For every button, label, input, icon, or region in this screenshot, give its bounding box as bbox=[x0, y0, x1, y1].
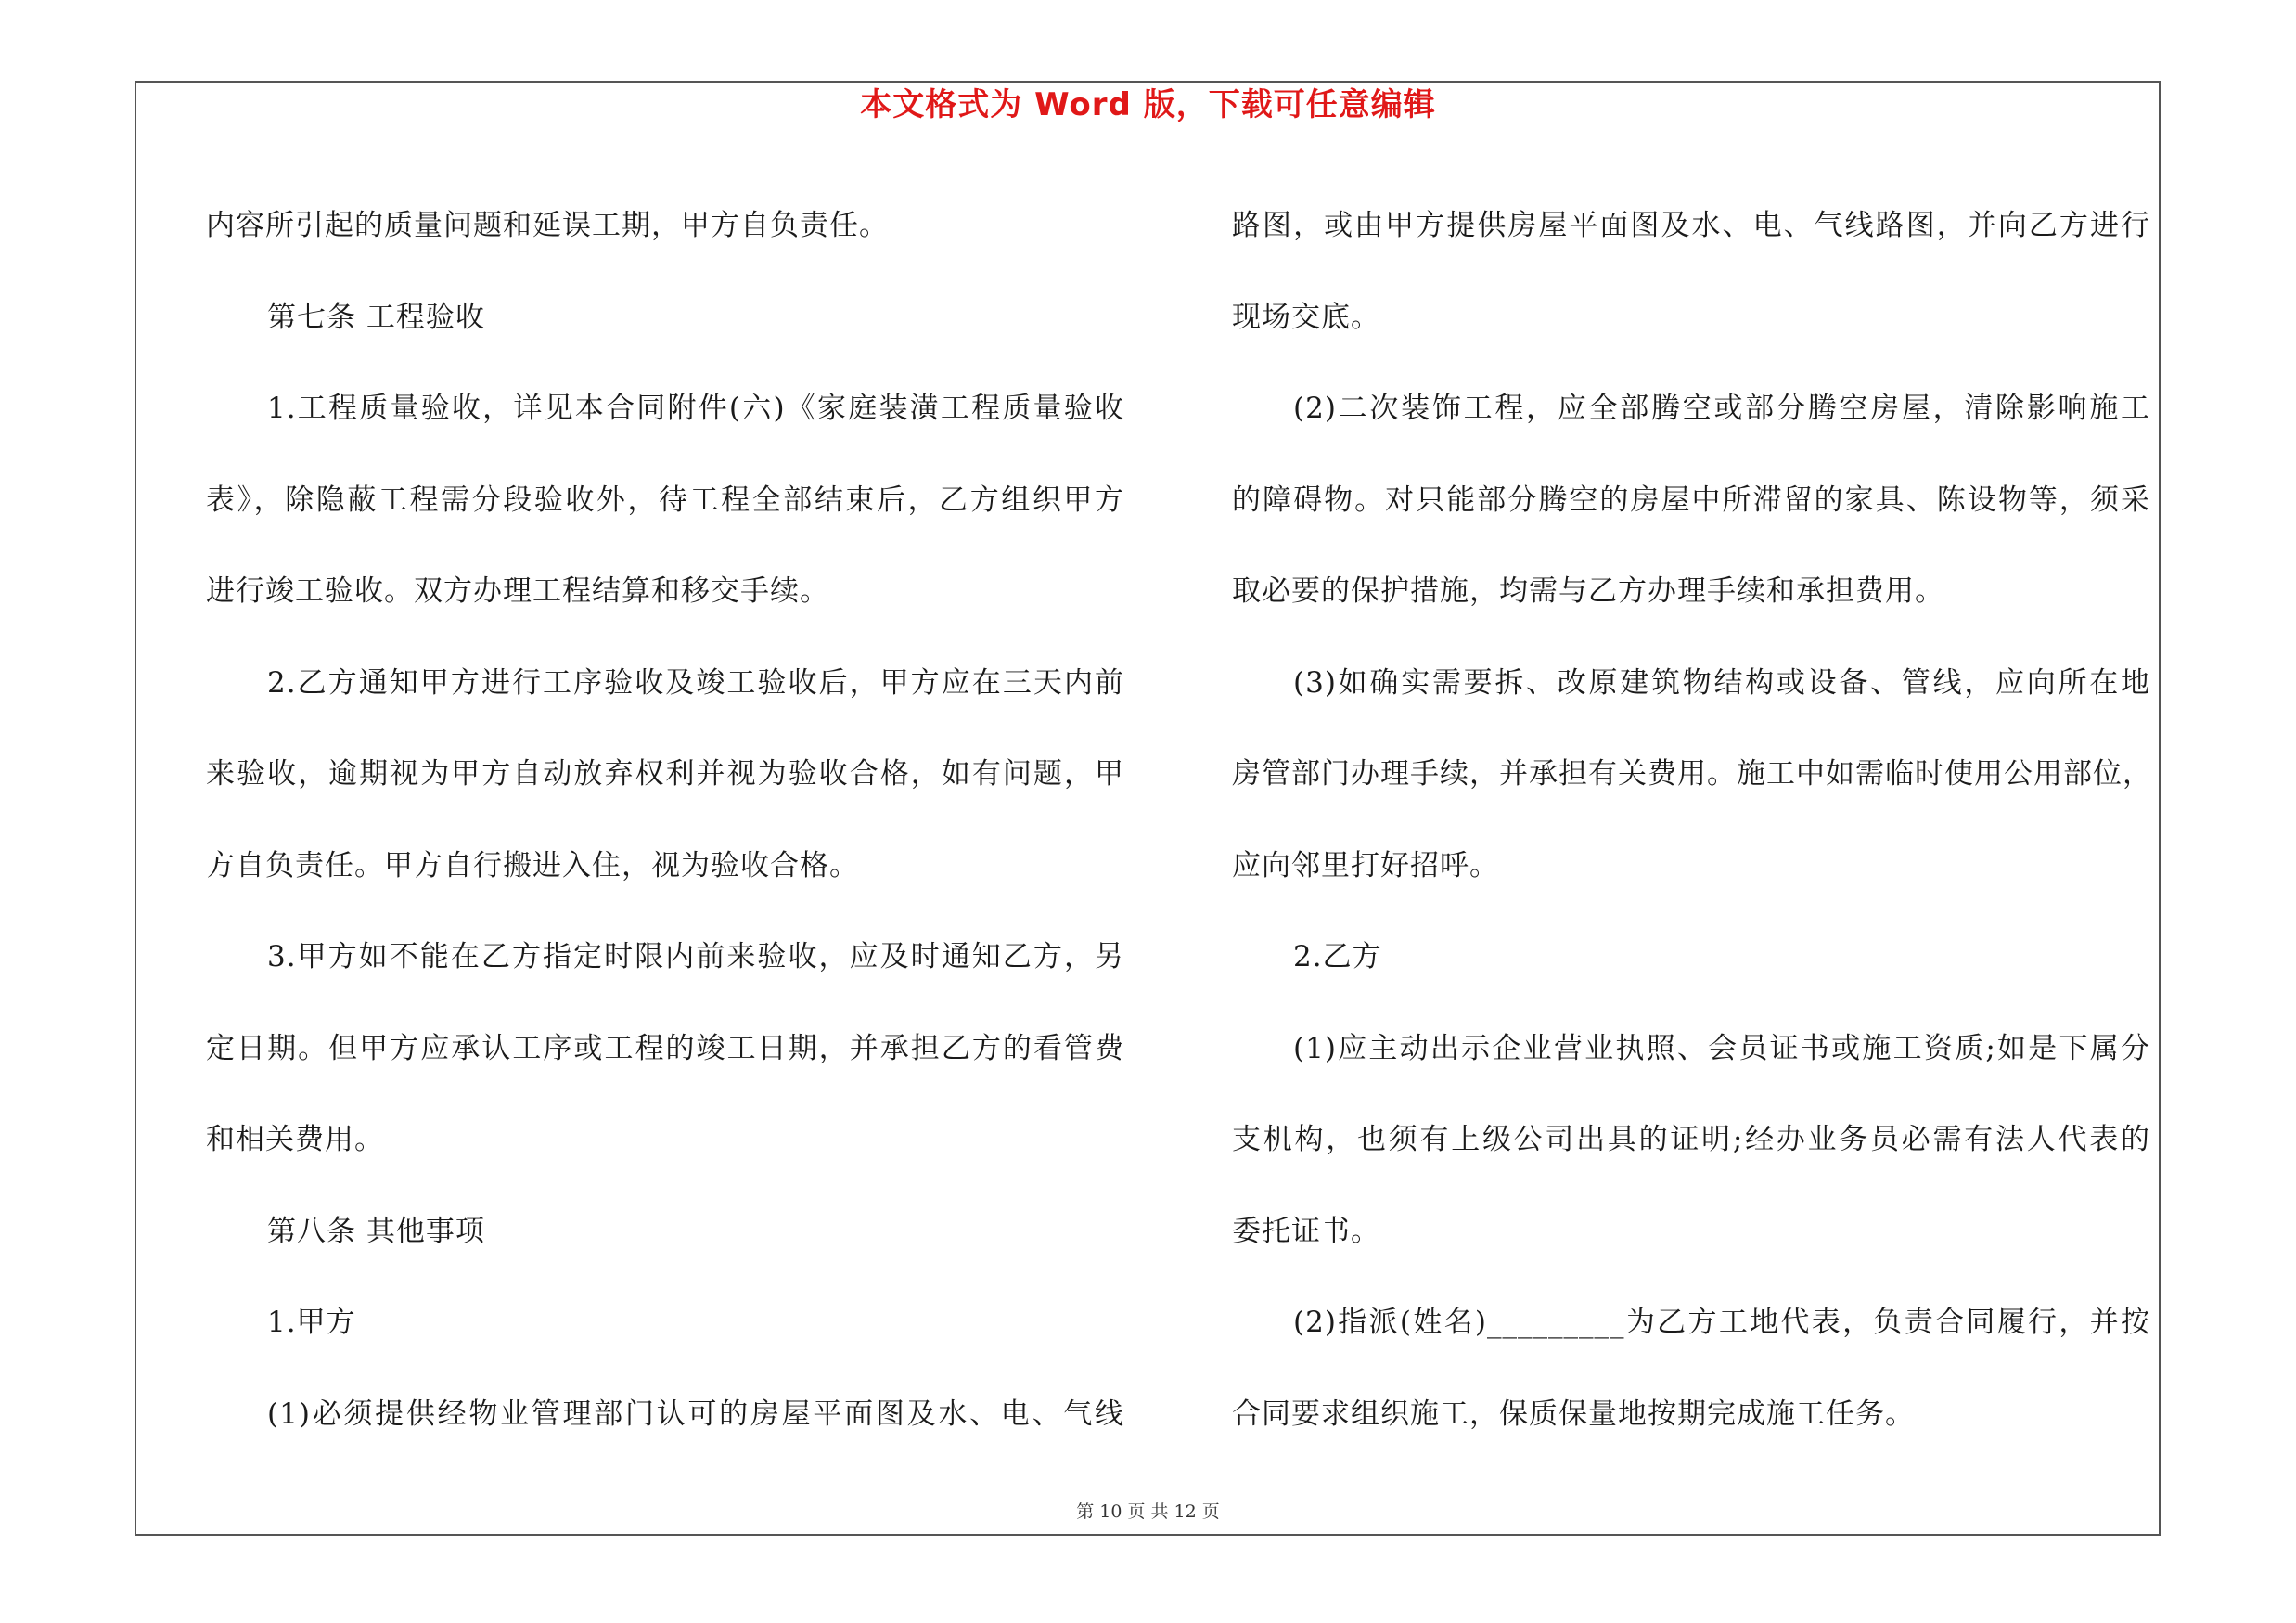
text-line: 1.工程质量验收，详见本合同附件(六)《家庭装潢工程质量验收 bbox=[267, 392, 1124, 425]
text-line: (2)指派(姓名)_________为乙方工地代表，负责合同履行，并按 bbox=[1293, 1306, 2150, 1339]
text-line: 的障碍物。对只能部分腾空的房屋中所滞留的家具、陈设物等，须采 bbox=[1232, 483, 2150, 517]
text-line: 第七条 工程验收 bbox=[267, 300, 485, 334]
text-line: 内容所引起的质量问题和延误工期，甲方自负责任。 bbox=[206, 209, 889, 242]
text-line: 房管部门办理手续，并承担有关费用。施工中如需临时使用公用部位， bbox=[1232, 757, 2152, 791]
text-line: 取必要的保护措施，均需与乙方办理手续和承担费用。 bbox=[1232, 574, 1944, 608]
format-notice-banner: 本文格式为 Word 版，下载可任意编辑 bbox=[860, 86, 1436, 123]
text-line: 方自负责任。甲方自行搬进入住，视为验收合格。 bbox=[206, 848, 859, 882]
text-line: 路图，或由甲方提供房屋平面图及水、电、气线路图，并向乙方进行 bbox=[1232, 209, 2150, 242]
text-line: 支机构，也须有上级公司出具的证明;经办业务员必需有法人代表的 bbox=[1232, 1123, 2150, 1156]
page-number-footer: 第 10 页 共 12 页 bbox=[1076, 1501, 1220, 1522]
text-line: (3)如确实需要拆、改原建筑物结构或设备、管线，应向所在地 bbox=[1293, 665, 2150, 700]
text-line: 第八条 其他事项 bbox=[267, 1214, 485, 1248]
text-line: 来验收，逾期视为甲方自动放弃权利并视为验收合格，如有问题，甲 bbox=[206, 757, 1124, 791]
text-line: 3.甲方如不能在乙方指定时限内前来验收，应及时通知乙方，另 bbox=[267, 940, 1124, 973]
text-line: 和相关费用。 bbox=[206, 1123, 384, 1156]
text-line: (1)应主动出示企业营业执照、会员证书或施工资质;如是下属分 bbox=[1293, 1031, 2150, 1065]
text-line: 定日期。但甲方应承认工序或工程的竣工日期，并承担乙方的看管费 bbox=[206, 1031, 1124, 1065]
right-text-column bbox=[1232, 180, 2150, 1460]
text-line: (2)二次装饰工程，应全部腾空或部分腾空房屋，清除影响施工 bbox=[1293, 392, 2150, 425]
text-line: 2.乙方 bbox=[1293, 940, 1382, 973]
text-line: 表》，除隐蔽工程需分段验收外，待工程全部结束后，乙方组织甲方 bbox=[206, 483, 1124, 517]
text-line: 合同要求组织施工，保质保量地按期完成施工任务。 bbox=[1232, 1397, 1915, 1431]
text-line: 2.乙方通知甲方进行工序验收及竣工验收后，甲方应在三天内前 bbox=[267, 665, 1124, 700]
text-line: 委托证书。 bbox=[1232, 1214, 1380, 1248]
text-line: (1)必须提供经物业管理部门认可的房屋平面图及水、电、气线 bbox=[267, 1397, 1124, 1431]
text-line: 应向邻里打好招呼。 bbox=[1232, 848, 1499, 882]
text-line: 1.甲方 bbox=[267, 1306, 356, 1339]
text-line: 进行竣工验收。双方办理工程结算和移交手续。 bbox=[206, 574, 829, 608]
left-text-column bbox=[206, 180, 1124, 1460]
text-line: 现场交底。 bbox=[1232, 300, 1380, 334]
